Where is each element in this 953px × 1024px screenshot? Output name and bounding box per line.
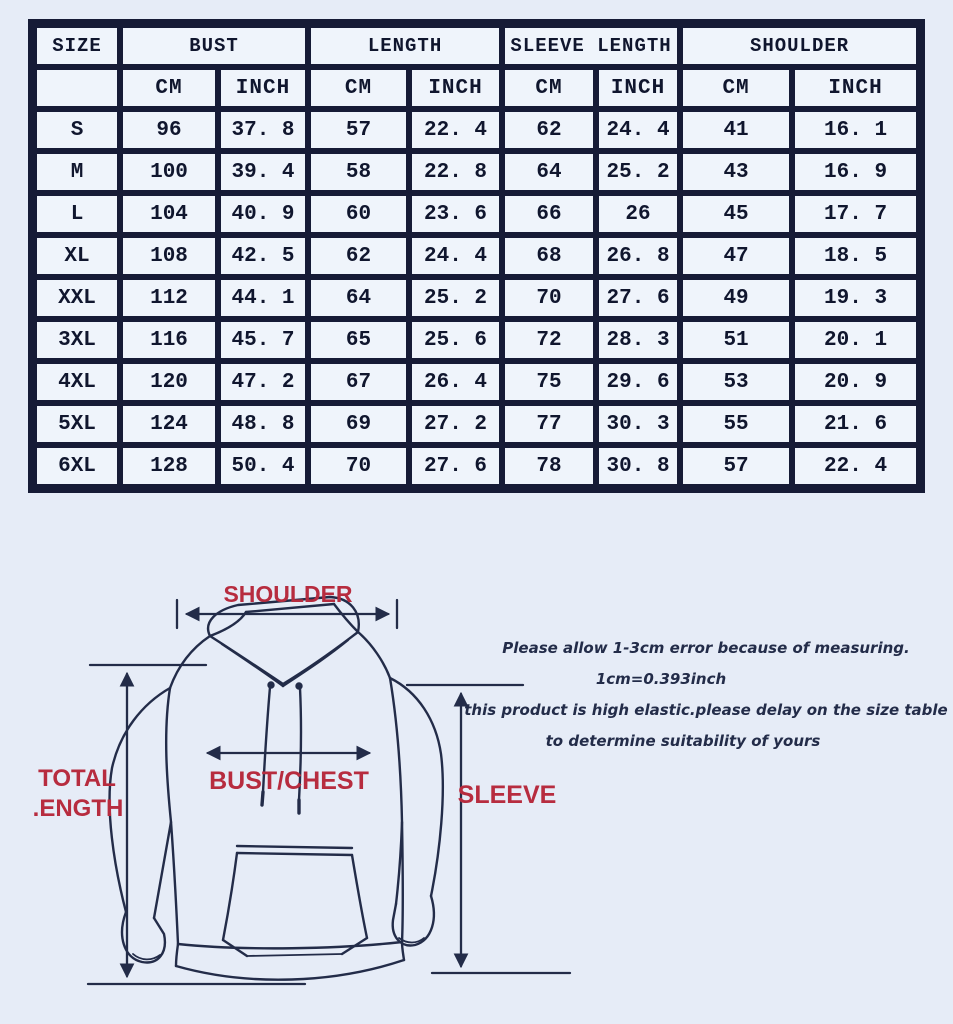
measurement-cell: 25. 2 [412, 280, 499, 316]
measurement-cell: 124 [123, 406, 215, 442]
unit-header: INCH [412, 70, 499, 106]
measurement-cell: 19. 3 [795, 280, 916, 316]
measurement-cell: 47 [683, 238, 789, 274]
measurement-cell: 39. 4 [221, 154, 305, 190]
unit-header: CM [683, 70, 789, 106]
measurement-cell: 30. 3 [599, 406, 677, 442]
measurement-cell: 22. 4 [412, 112, 499, 148]
measurement-cell: 51 [683, 322, 789, 358]
measurement-cell: 40. 9 [221, 196, 305, 232]
measurement-cell: 29. 6 [599, 364, 677, 400]
unit-header: CM [505, 70, 593, 106]
measurement-cell: 67 [311, 364, 406, 400]
pocket-outline [237, 846, 352, 848]
size-cell: 3XL [37, 322, 117, 358]
measurement-cell: 22. 8 [412, 154, 499, 190]
column-group-header: BUST [123, 28, 305, 64]
measurement-cell: 21. 6 [795, 406, 916, 442]
measurement-cell: 53 [683, 364, 789, 400]
measurement-cell: 17. 7 [795, 196, 916, 232]
measurement-cell: 16. 9 [795, 154, 916, 190]
note-line: to determine suitability of yours [545, 732, 821, 750]
table-row [37, 112, 916, 148]
column-group-header: SLEEVE LENGTH [505, 28, 677, 64]
measurement-cell: 62 [311, 238, 406, 274]
measurement-cell: 64 [505, 154, 593, 190]
unit-header: INCH [795, 70, 916, 106]
measurement-cell: 49 [683, 280, 789, 316]
total-length-arrow [88, 665, 305, 984]
size-cell: S [37, 112, 117, 148]
column-group-header: SHOULDER [683, 28, 916, 64]
measurement-cell: 24. 4 [412, 238, 499, 274]
measurement-cell: 58 [311, 154, 406, 190]
measurement-cell: 47. 2 [221, 364, 305, 400]
table-row [37, 364, 916, 400]
measurement-cell: 27. 2 [412, 406, 499, 442]
measuring-notes [456, 633, 953, 757]
measurement-cell: 75 [505, 364, 593, 400]
measurement-cell: 72 [505, 322, 593, 358]
table-row [37, 196, 916, 232]
measurement-cell: 16. 1 [795, 112, 916, 148]
measurement-cell: 45. 7 [221, 322, 305, 358]
shoulder-label: SHOULDER [223, 581, 353, 607]
measurement-cell: 24. 4 [599, 112, 677, 148]
measurement-cell: 30. 8 [599, 448, 677, 484]
measurement-cell: 77 [505, 406, 593, 442]
unit-header: INCH [599, 70, 677, 106]
hoodie-diagram-svg [0, 492, 953, 1024]
measurement-cell: 42. 5 [221, 238, 305, 274]
size-cell: L [37, 196, 117, 232]
measurement-cell: 120 [123, 364, 215, 400]
measurement-cell: 78 [505, 448, 593, 484]
measurement-cell: 62 [505, 112, 593, 148]
table-header [37, 28, 916, 106]
measurement-cell: 108 [123, 238, 215, 274]
sleeve-label: SLEEVE [457, 781, 557, 809]
measurement-cell: 96 [123, 112, 215, 148]
table-row [37, 322, 916, 358]
table-row [37, 406, 916, 442]
size-cell: 5XL [37, 406, 117, 442]
measurement-cell: 20. 9 [795, 364, 916, 400]
unit-header: CM [123, 70, 215, 106]
measurement-cell: 65 [311, 322, 406, 358]
measurement-cell: 68 [505, 238, 593, 274]
measurement-cell: 128 [123, 448, 215, 484]
measurement-cell: 60 [311, 196, 406, 232]
size-cell: 4XL [37, 364, 117, 400]
measurement-cell: 70 [311, 448, 406, 484]
measurement-cell: 45 [683, 196, 789, 232]
note-line: this product is high elastic.please delay on the size table [464, 701, 948, 719]
measurement-cell: 22. 4 [795, 448, 916, 484]
size-cell: 6XL [37, 448, 117, 484]
note-line: 1cm=0.393inch [595, 670, 727, 688]
measurement-cell: 48. 8 [221, 406, 305, 442]
measurement-cell: 27. 6 [599, 280, 677, 316]
measurement-cell: 27. 6 [412, 448, 499, 484]
size-cell: XL [37, 238, 117, 274]
table-row [37, 154, 916, 190]
measurement-cell: 44. 1 [221, 280, 305, 316]
measurement-cell: 116 [123, 322, 215, 358]
measurement-cell: 43 [683, 154, 789, 190]
measurement-cell: 26. 4 [412, 364, 499, 400]
measurement-cell: 69 [311, 406, 406, 442]
measurement-cell: 57 [311, 112, 406, 148]
measurement-cell: 23. 6 [412, 196, 499, 232]
measurement-cell: 25. 6 [412, 322, 499, 358]
measurement-cell: 50. 4 [221, 448, 305, 484]
unit-header: CM [311, 70, 406, 106]
bust-chest-label: BUST/CHEST [209, 767, 369, 795]
size-chart-table [28, 19, 925, 493]
size-cell: M [37, 154, 117, 190]
measurement-cell: 64 [311, 280, 406, 316]
measurement-cell: 70 [505, 280, 593, 316]
size-cell: XXL [37, 280, 117, 316]
measurement-cell: 66 [505, 196, 593, 232]
total-length-label-line1: TOTAL [38, 765, 116, 792]
measurement-cell: 55 [683, 406, 789, 442]
unit-header: INCH [221, 70, 305, 106]
table-row [37, 280, 916, 316]
measurement-cell: 41 [683, 112, 789, 148]
measurement-cell: 100 [123, 154, 215, 190]
measurement-cell: 25. 2 [599, 154, 677, 190]
column-group-header: LENGTH [311, 28, 499, 64]
table-row [37, 238, 916, 274]
measurement-cell: 37. 8 [221, 112, 305, 148]
measurement-cell: 20. 1 [795, 322, 916, 358]
measurement-cell: 26 [599, 196, 677, 232]
table-row [37, 448, 916, 484]
table-body [37, 112, 916, 484]
measurement-cell: 18. 5 [795, 238, 916, 274]
measurement-cell: 112 [123, 280, 215, 316]
column-group-header: SIZE [37, 28, 117, 64]
empty-header-cell [37, 70, 117, 106]
measurement-cell: 104 [123, 196, 215, 232]
total-length-label-line2: .ENGTH [32, 795, 124, 822]
measurement-diagram [0, 492, 953, 1024]
measurement-cell: 26. 8 [599, 238, 677, 274]
measurement-cell: 57 [683, 448, 789, 484]
note-line: Please allow 1-3cm error because of measuring. [502, 639, 910, 657]
measurement-cell: 28. 3 [599, 322, 677, 358]
